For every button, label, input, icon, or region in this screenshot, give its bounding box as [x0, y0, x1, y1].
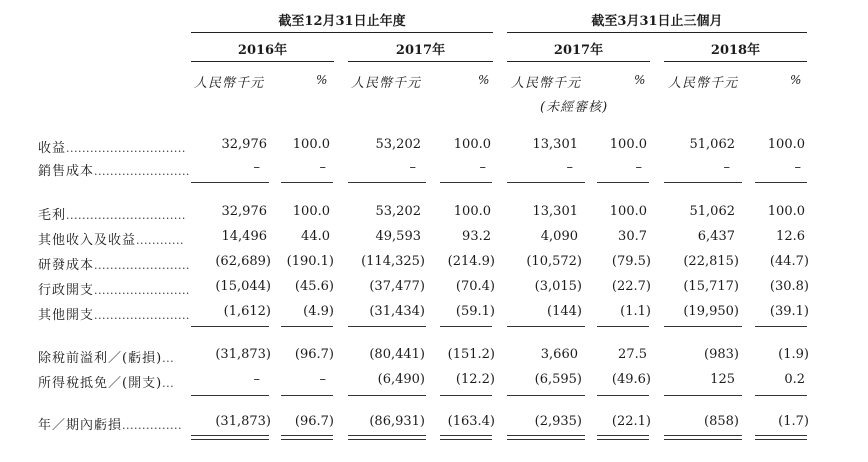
row-label: 銷售成本: [38, 164, 95, 179]
cell-value: 13,301: [532, 204, 578, 219]
cell-value: (70.4): [455, 279, 495, 294]
group-header-quarter: 截至3月31日止三個月: [591, 14, 723, 29]
subtotal-rule: [281, 395, 333, 396]
year-rule-2016: [191, 61, 334, 62]
unit-label-2017-q: 人民幣千元: [511, 76, 582, 91]
cell-value: (1,612): [223, 304, 271, 319]
cell-value: (45.6): [294, 279, 334, 294]
cell-value: –: [794, 160, 801, 175]
cell-value: (3,015): [534, 279, 582, 294]
cell-value: –: [319, 160, 326, 175]
row-leader-dots: ............: [136, 234, 184, 247]
pct-label-2018-q: %: [790, 73, 802, 87]
subtotal-rule: [507, 182, 585, 183]
subtotal-rule: [348, 326, 426, 327]
subtotal-rule: [755, 395, 807, 396]
row-other-expenses: [38, 304, 190, 323]
pct-label-2016: %: [316, 73, 328, 87]
subtotal-rule: [664, 395, 742, 396]
cell-value: (6,595): [534, 372, 582, 387]
cell-value: –: [319, 372, 326, 387]
year-header-2016: 2016年: [237, 43, 288, 58]
group-header-year: 截至12月31日止年度: [278, 14, 406, 29]
cell-value: (31,873): [215, 347, 271, 362]
cell-value: (163.4): [447, 414, 495, 429]
year-rule-2017: [348, 61, 493, 62]
total-double-rule: [664, 435, 742, 440]
cell-value: 27.5: [618, 347, 647, 362]
row-leader-dots: ..............................: [66, 209, 186, 222]
row-label: 除稅前溢利／(虧損): [38, 351, 163, 366]
cell-value: 30.7: [618, 229, 647, 244]
subtotal-rule: [191, 182, 269, 183]
total-double-rule: [348, 435, 426, 440]
row-label: 收益: [38, 141, 67, 156]
cell-value: (79.5): [611, 254, 651, 269]
group-header-year-rule: [191, 32, 493, 33]
cell-value: 44.0: [301, 229, 330, 244]
year-header-2017-q: 2017年: [553, 43, 604, 58]
cell-value: 12.6: [776, 229, 805, 244]
row-label: 所得稅抵免／(開支): [38, 376, 163, 391]
row-label: 年／期內虧損: [38, 418, 123, 433]
subtotal-rule: [191, 326, 269, 327]
subtotal-rule: [440, 326, 492, 327]
cell-value: (59.1): [455, 304, 495, 319]
cell-value: (22.1): [611, 414, 651, 429]
row-gross-profit: [38, 204, 186, 223]
subtotal-rule: [755, 182, 807, 183]
year-header-2017: 2017年: [395, 43, 446, 58]
unit-label-2017: 人民幣千元: [351, 76, 422, 91]
cell-value: (214.9): [447, 254, 495, 269]
cell-value: (80,441): [369, 347, 425, 362]
subtotal-rule: [281, 326, 333, 327]
row-label: 其他開支: [38, 308, 95, 323]
subtotal-rule: [664, 182, 742, 183]
cell-value: 32,976: [221, 204, 267, 219]
cell-value: (114,325): [361, 254, 425, 269]
cell-value: 3,660: [540, 347, 578, 362]
cell-value: (144): [547, 304, 582, 319]
total-double-rule: [755, 435, 807, 440]
cell-value: 51,062: [689, 137, 735, 152]
cell-value: 14,496: [221, 229, 267, 244]
cell-value: 13,301: [532, 137, 578, 152]
subtotal-rule: [348, 395, 426, 396]
year-rule-2017-q: [507, 61, 650, 62]
subtotal-rule: [755, 326, 807, 327]
cell-value: 100.0: [767, 137, 805, 152]
row-cost-of-sales: [38, 160, 190, 179]
cell-value: 53,202: [375, 137, 421, 152]
cell-value: 4,090: [540, 229, 578, 244]
cell-value: 49,593: [375, 229, 421, 244]
cell-value: (6,490): [377, 372, 425, 387]
total-double-rule: [507, 435, 585, 440]
subtotal-rule: [597, 395, 649, 396]
cell-value: (44.7): [769, 254, 809, 269]
cell-value: –: [409, 160, 416, 175]
cell-value: (15,717): [683, 279, 739, 294]
pct-label-2017: %: [478, 73, 490, 87]
cell-value: (2,935): [534, 414, 582, 429]
total-double-rule: [191, 435, 269, 440]
cell-value: (190.1): [286, 254, 334, 269]
cell-value: (30.8): [769, 279, 809, 294]
unit-label-2016: 人民幣千元: [194, 76, 265, 91]
cell-value: 0.2: [784, 372, 805, 387]
cell-value: (858): [704, 414, 739, 429]
row-leader-dots: ........................: [94, 165, 190, 178]
cell-value: 100.0: [453, 137, 491, 152]
subtotal-rule: [348, 182, 426, 183]
row-loss-for-period: [38, 414, 182, 433]
cell-value: –: [635, 160, 642, 175]
row-leader-dots: ...: [162, 377, 175, 390]
subtotal-rule: [597, 182, 649, 183]
row-leader-dots: ........................: [94, 309, 190, 322]
row-rd-cost: [38, 254, 190, 273]
row-leader-dots: ..............................: [66, 142, 186, 155]
cell-value: (31,434): [369, 304, 425, 319]
row-label: 其他收入及收益: [38, 233, 137, 248]
cell-value: 100.0: [453, 204, 491, 219]
cell-value: (37,477): [369, 279, 425, 294]
cell-value: –: [253, 160, 260, 175]
cell-value: (1.1): [620, 304, 651, 319]
cell-value: (22.7): [611, 279, 651, 294]
unaudited-note: (未經審核): [540, 100, 609, 115]
subtotal-rule: [597, 326, 649, 327]
cell-value: (62,689): [215, 254, 271, 269]
row-label: 行政開支: [38, 283, 95, 298]
cell-value: (31,873): [215, 414, 271, 429]
subtotal-rule: [440, 395, 492, 396]
cell-value: 6,437: [697, 229, 735, 244]
cell-value: (39.1): [769, 304, 809, 319]
cell-value: 100.0: [609, 137, 647, 152]
row-revenue: [38, 137, 186, 156]
row-label: 毛利: [38, 208, 67, 223]
cell-value: 100.0: [292, 204, 330, 219]
cell-value: (1.7): [778, 414, 809, 429]
cell-value: (983): [704, 347, 739, 362]
group-header-quarter-rule: [507, 32, 807, 33]
subtotal-rule: [281, 182, 333, 183]
cell-value: 100.0: [767, 204, 805, 219]
subtotal-rule: [440, 182, 492, 183]
cell-value: (96.7): [294, 347, 334, 362]
cell-value: –: [253, 372, 260, 387]
cell-value: 100.0: [292, 137, 330, 152]
total-double-rule: [597, 435, 649, 440]
cell-value: –: [479, 160, 486, 175]
pct-label-2017-q: %: [634, 73, 646, 87]
total-double-rule: [440, 435, 492, 440]
cell-value: (15,044): [215, 279, 271, 294]
row-profit-before-tax: [38, 347, 174, 366]
row-leader-dots: ...............: [122, 419, 182, 432]
year-header-2018-q: 2018年: [710, 43, 761, 58]
subtotal-rule: [191, 395, 269, 396]
cell-value: 53,202: [375, 204, 421, 219]
subtotal-rule: [507, 395, 585, 396]
row-leader-dots: ...: [162, 352, 175, 365]
row-leader-dots: ........................: [94, 284, 190, 297]
cell-value: (22,815): [683, 254, 739, 269]
total-double-rule: [281, 435, 333, 440]
cell-value: 100.0: [609, 204, 647, 219]
cell-value: (49.6): [611, 372, 651, 387]
cell-value: (4.9): [303, 304, 334, 319]
cell-value: (10,572): [526, 254, 582, 269]
row-other-income: [38, 229, 184, 248]
cell-value: 125: [710, 372, 735, 387]
subtotal-rule: [507, 326, 585, 327]
cell-value: 51,062: [689, 204, 735, 219]
cell-value: –: [723, 160, 730, 175]
cell-value: (1.9): [778, 347, 809, 362]
cell-value: (19,950): [683, 304, 739, 319]
cell-value: (86,931): [369, 414, 425, 429]
row-admin-expenses: [38, 279, 190, 298]
cell-value: 32,976: [221, 137, 267, 152]
year-rule-2018-q: [664, 61, 807, 62]
cell-value: (96.7): [294, 414, 334, 429]
row-label: 研發成本: [38, 258, 95, 273]
cell-value: (151.2): [447, 347, 495, 362]
subtotal-rule: [664, 326, 742, 327]
row-income-tax: [38, 372, 174, 391]
cell-value: (12.2): [455, 372, 495, 387]
row-leader-dots: ........................: [94, 259, 190, 272]
cell-value: 93.2: [462, 229, 491, 244]
unit-label-2018-q: 人民幣千元: [668, 76, 739, 91]
cell-value: –: [566, 160, 573, 175]
